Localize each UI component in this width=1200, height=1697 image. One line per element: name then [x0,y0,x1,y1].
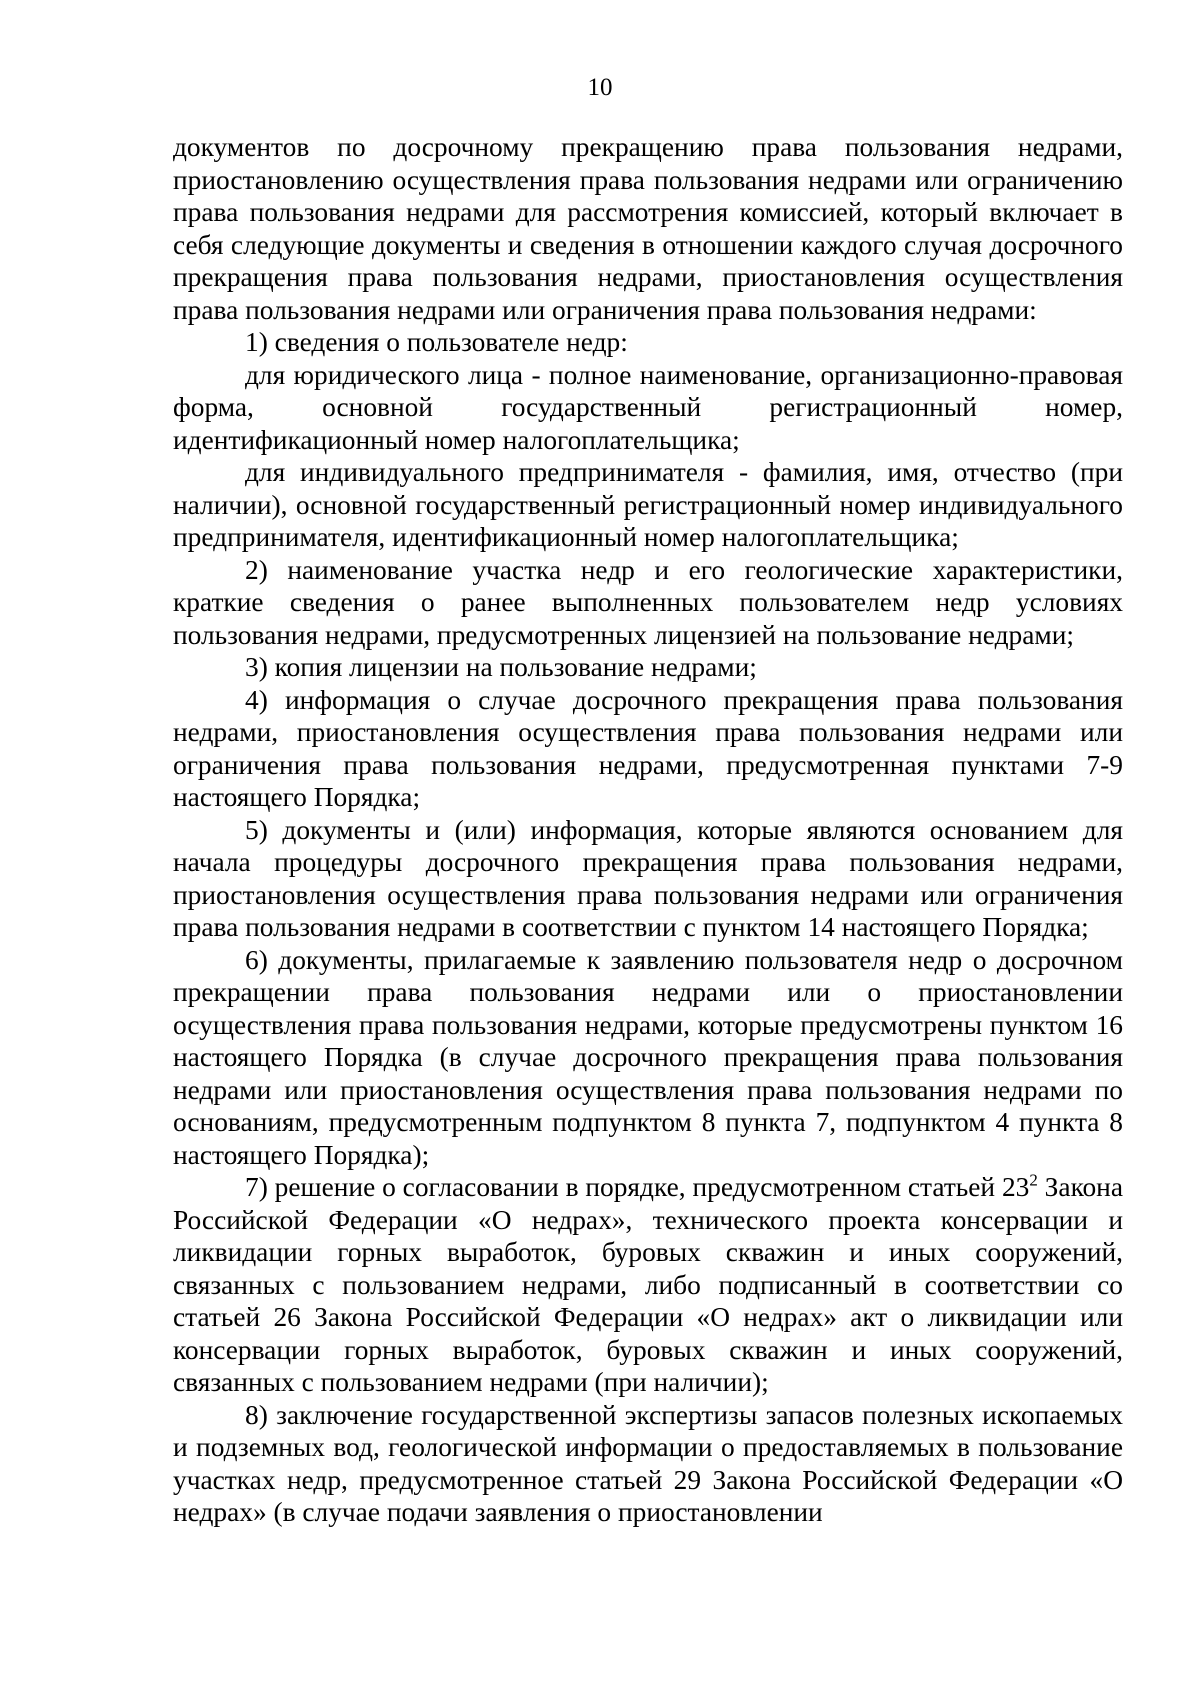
list-item-8: 8) заключение государственной экспертизы запасов полезных ископаемых и подземных вод, геологической информации о предоставляемых в пользование участках недр, предусмотренное статьей 29 Закона Российской Федерации «О недрах» (в случае подачи заявления о приостановлении [173,1399,1123,1527]
list-item-5: 5) документы и (или) информация, которые являются основанием для начала процедуры досрочного прекращения права пользования недрами, приостановления осуществления права пользования недрами или ограничения права пользования недрами в соответствии с пунктом 14 настоящего Порядка; [173,814,1123,942]
list-item-2: 2) наименование участка недр и его геологические характеристики, краткие сведения о ранее выполненных пользователем недр условиях пользования недрами, предусмотренных лицензией на пользование недрами; [173,554,1123,650]
document-body [173,131,1123,1529]
list-item-1: 1) сведения о пользователе недр: [245,327,628,357]
page-number: 10 [587,74,613,101]
list-item-7-text-before: 7) решение о согласовании в порядке, предусмотренном статьей 23 [245,1172,1030,1202]
list-item-4: 4) информация о случае досрочного прекращения права пользования недрами, приостановления осуществления права пользования недрами или ограничения права пользования недрами, предусмотренная пунктами 7-9 настоящего Порядка; [173,684,1123,812]
list-item-3: 3) копия лицензии на пользование недрами; [245,652,757,682]
list-item-7-text-after: Закона Российской Федерации «О недрах», технического проекта консервации и ликвидации горных выработок, буровых скважин и иных сооружений, связанных с пользованием недрами, либо подписанный в соответствии со статьей 26 Закона Российской Федерации «О недрах» акт о ликвидации или консервации горных выработок, буровых скважин и иных сооружений, связанных с пользованием недрами (при наличии); [173,1172,1123,1397]
list-item-6: 6) документы, прилагаемые к заявлению пользователя недр о досрочном прекращении права пользования недрами или о приостановлении осуществления права пользования недрами, которые предусмотрены пунктом 16 настоящего Порядка (в случае досрочного прекращения права пользования недрами или приостановления осуществления права пользования недрами по основаниям, предусмотренным подпунктом 8 пункта 7, подпунктом 4 пункта 8 настоящего Порядка); [173,944,1123,1170]
list-item-1-legal-entity: для юридического лица - полное наименование, организационно-правовая форма, основной государственный регистрационный номер, идентификационный номер налогоплательщика; [173,359,1123,455]
article-superscript: 2 [1029,1170,1038,1190]
list-item-7 [173,1171,1123,1399]
list-item-1-individual-entrepreneur: для индивидуального предпринимателя - фамилия, имя, отчество (при наличии), основной государственный регистрационный номер индивидуального предпринимателя, идентификационный номер налогоплательщика; [173,457,1123,552]
paragraph-intro-continuation: документов по досрочному прекращению права пользования недрами, приостановлению осуществления права пользования недрами или ограничению права пользования недрами для рассмотрения комиссией, который включает в себя следующие документы и сведения в отношении каждого случая досрочного прекращения права пользования недрами, приостановления осуществления права пользования недрами или ограничения права пользования недрами: [173,132,1123,325]
